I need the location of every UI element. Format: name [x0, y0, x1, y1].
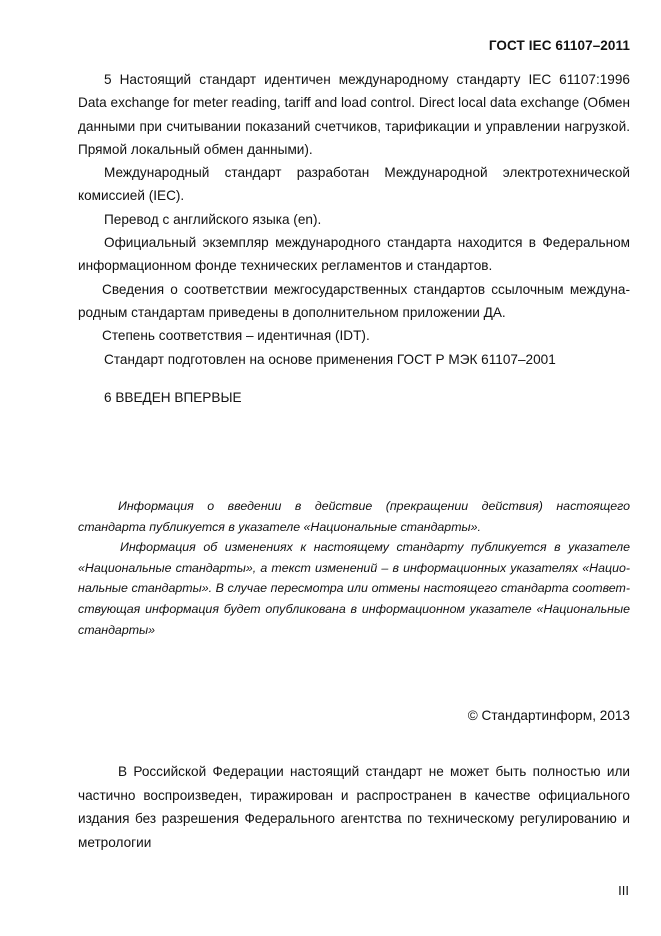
paragraph-degree: Степень соответствия – идентичная (IDT). — [102, 328, 370, 344]
info-notice-block — [78, 496, 630, 640]
paragraph-prepared: Стандарт подготовлен на основе применения ГОСТ Р МЭК 61107–2001 — [104, 351, 556, 367]
page-number: III — [618, 883, 629, 898]
paragraph-conformity: Сведения о соответствии межгосударственных стандартов ссылочным международным стандартам приведены в дополнительном приложении ДА. — [78, 281, 630, 320]
section-6-heading: 6 ВВЕДЕН ВПЕРВЫЕ — [104, 390, 242, 405]
paragraph-translation: Перевод с английского языка (en). — [104, 211, 322, 227]
copyright-notice: © Стандартинформ, 2013 — [467, 708, 630, 723]
rights-paragraph: В Российской Федерации настоящий стандарт не может быть полностью или частично воспроизведен, тиражирован и распространен в качестве официального издания без разрешения Федерального агентства по техническому регулированию и метрологии — [78, 764, 630, 850]
info-paragraph-introduction: Информация о введении в действие (прекращении действия) настоящего стандарта публикуется в указателе «Национальные стандарты». — [78, 499, 630, 534]
rights-notice-block — [78, 760, 630, 854]
paragraph-official-copy: Официальный экземпляр международного стандарта находится в Федеральном информационном фонде технических регламентов и стандартов. — [78, 235, 630, 274]
paragraph-item-5: 5 Настоящий стандарт идентичен международному стандарту IEC 61107:1996 Data exchange for meter reading, tariff and load control. Direct local data exchange (Обмен данными при считывании показаний счетчиков, тарификации и управлении нагрузкой. Прямой локальный обмен данными). — [78, 72, 630, 157]
paragraph-developed: Международный стандарт разработан Международной электротехнической комиссией (IEC). — [78, 165, 630, 204]
page-header-standard-code: ГОСТ IEC 61107–2011 — [488, 38, 630, 53]
main-text-block — [78, 68, 630, 371]
info-paragraph-changes: Информация об изменениях к настоящему стандарту публикуется в указателе «Национальные стандарты», а текст изменений – в информационных указателях «Национальные стандарты». В случае пересмотра или отмены настоящего стандарта соответствующая информация будет опубликована в информационном указателе «Национальные стандарты» — [78, 540, 630, 637]
